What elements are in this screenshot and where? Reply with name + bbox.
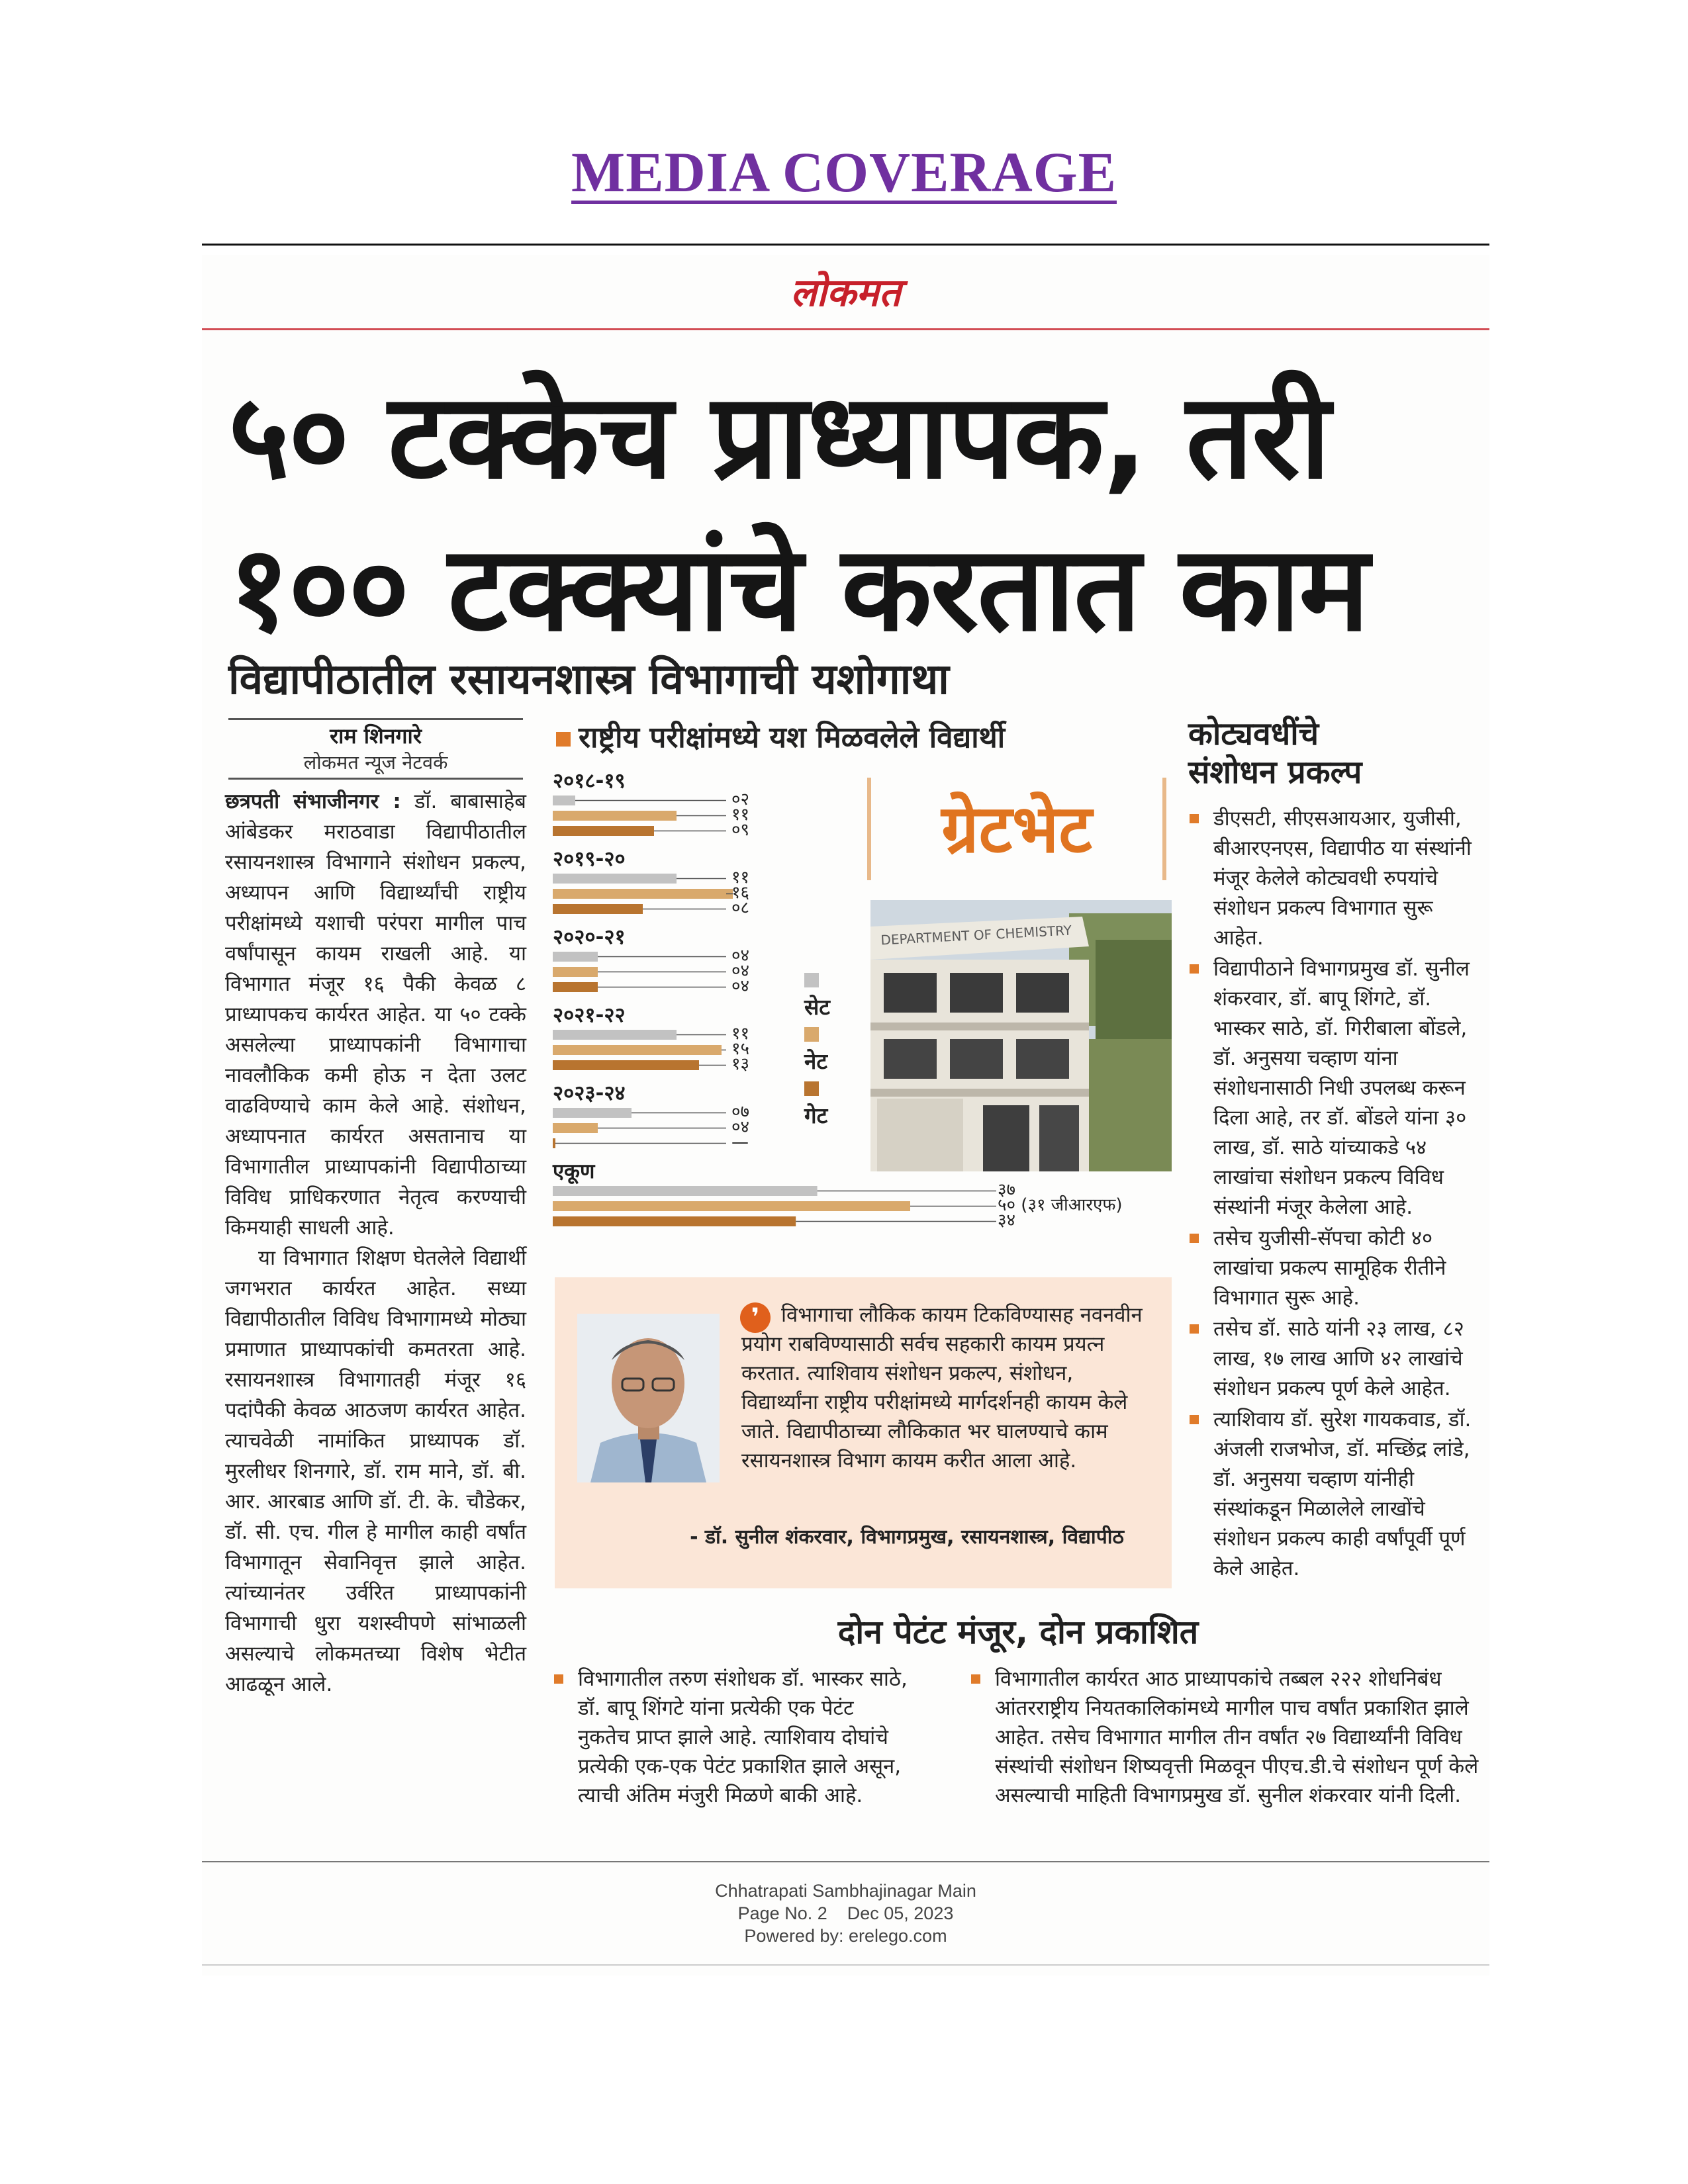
chart-bar [553,1123,598,1133]
right-column-heading [1188,715,1362,792]
chart-bar [553,889,733,899]
chart-data-label: १५ [731,1039,750,1059]
chart-bar [553,1201,910,1211]
left-paragraph-1 [225,786,526,1243]
building-illustration [870,900,1172,1171]
chart-data-label: ०२ [731,790,750,809]
chart-bar [553,1060,699,1070]
legend-item-net [804,1027,877,1081]
bottom-left-text [553,1664,910,1811]
list-item: विभागातील तरुण संशोधक डॉ. भास्कर साठे, डॉ. बापू शिंगटे यांना प्रत्येकी एक पेटंट नुकतेच प्राप्त झाले आहे. त्याशिवाय दोघांचे प्रत्येकी एक-एक पेटंट प्रकाशित झाले असून, त्याची अंतिम मंजुरी मिळणे बाकी आहे. [553,1664,910,1810]
chart-bar [553,1030,677,1040]
bottom-heading: दोन पेटंट मंजूर, दोन प्रकाशित [837,1613,1199,1651]
chart-category-label: २०२३-२४ [553,1081,626,1105]
chart-bar [553,967,598,977]
chart-title: राष्ट्रीय परीक्षांमध्ये यश मिळवलेले विद्यार्थी [579,721,1006,754]
chart-data-label: ०७ [731,1102,750,1122]
legend-swatch-gate [804,1081,819,1096]
list-item: त्याशिवाय डॉ. सुरेश गायकवाड, डॉ. अंजली राजभोज, डॉ. मच्छिंद्र लांडे, डॉ. अनुसया चव्हाण यांनीही संस्थांकडून मिळालेले लाखोंचे संशोधन प्रकल्प काही वर्षांपूर्वी पूर्ण केले आहेत. [1188,1405,1486,1584]
list-item: डीएसटी, सीएसआयआर, युजीसी, बीआरएनएस, विद्यापीठ या संस्थांनी मंजूर केलेले कोट्यवधी रुपयांचे संशोधन प्रकल्प विभागात सुरू आहेत. [1188,804,1486,953]
legend-swatch-net [804,1027,819,1042]
footer-edition: Chhatrapati Sambhajinagar Main [715,1881,976,1901]
newspaper-masthead: लोकमत [790,270,901,315]
right-heading-line-1: कोट्यवधींचे [1188,715,1319,752]
chart-category-label: २०१८-१९ [553,769,626,793]
legend-item-set [804,973,877,1027]
quote-text: विभागाचा लौकिक कायम टिकविण्यासह नवनवीन प्रयोग राबविण्यासाठी सर्वच सहकारी कायम प्रयत्न करतात. त्याशिवाय संशोधन प्रकल्प, संशोधन, विद्यार्थ्यांना राष्ट्रीय परीक्षांमध्ये मार्गदर्शनही कायम केले जाते. विद्यापीठाच्या लौकिकात भर घालण्याचे काम रसायनशास्त्र विभाग कायम करीत आला आहे. [741,1303,1143,1473]
chart-bar [553,1138,555,1148]
byline-org: लोकमत न्यूज नेटवर्क [228,749,523,780]
chart-data-label: ११ [731,868,750,887]
legend-item-gate [804,1081,877,1136]
chart-bar [553,1216,796,1226]
list-item: विद्यापीठाने विभागप्रमुख डॉ. सुनील शंकरवार, डॉ. बापू शिंगटे, डॉ. भास्कर साठे, डॉ. गिरीबाला बोंडले, डॉ. अनुसया चव्हाण यांना संशोधनासाठी निधी उपलब्ध करून दिला आहे, तर डॉ. बोंडले यांना ३० लाख, डॉ. साठे यांच्याकडे ५४ लाखांचा संशोधन प्रकल्प विविध संस्थांनी मंजूर केलेला आहे. [1188,954,1486,1222]
chart-bar [553,826,654,836]
chart-data-label: ०४ [731,976,750,996]
footer-divider-bottom [202,1964,1489,1966]
chart-data-label: ०८ [731,898,750,918]
chart-data-label: — [731,1132,749,1152]
chart-data-label: ३४ [998,1210,1016,1230]
chart-category-label: एकूण [553,1160,595,1183]
chart-bar [553,904,643,914]
chart-heading [556,716,1005,756]
legend-label-net: नेट [804,1048,827,1074]
left-column-text [225,786,526,1700]
document-title: MEDIA COVERAGE [571,140,1117,204]
department-building-photo [870,900,1172,1171]
chart-data-label: ०४ [731,946,750,966]
chart-legend [804,973,877,1136]
chart-data-label: १३ [731,1054,750,1074]
list-item: विभागातील कार्यरत आठ प्राध्यापकांचे तब्बल २२२ शोधनिबंध आंतरराष्ट्रीय नियतकालिकांमध्ये मागील पाच वर्षांत प्रकाशित झाले आहेत. तसेच विभागात मागील तीन वर्षांत २७ विद्यार्थ्यांनी विविध संस्थांची संशोधन शिष्यवृत्ती मिळवून पीएच.डी.चे संशोधन पूर्ण केले असल्याची माहिती विभागप्रमुख डॉ. सुनील शंकरवार यांनी दिली. [970,1664,1486,1810]
chart-category-label: २०२१-२२ [553,1003,626,1027]
headline-line-2: १०० टक्क्यांचे करतात काम [228,520,1368,657]
chart-data-label: ०४ [731,1117,750,1137]
legend-label-gate: गेट [804,1103,828,1128]
quote-author: - डॉ. सुनील शंकरवार, विभागप्रमुख, रसायनशास्त्र, विद्यापीठ [690,1525,1124,1549]
chart-bar [553,952,598,962]
right-column-list [1188,804,1486,1585]
list-item: तसेच डॉ. साठे यांनी २३ लाख, ८२ लाख, १७ लाख आणि ४२ लाखांचे संशोधन प्रकल्प पूर्ण केले आहेत. [1188,1314,1486,1404]
chart-data-label: ५० (३१ जीआरएफ) [998,1195,1123,1215]
chart-data-label: १६ [731,883,750,903]
headline-line-1: ५० टक्केच प्राध्यापक, तरी [228,368,1329,505]
chart-data-label: ११ [731,805,750,825]
portrait-illustration [577,1314,720,1482]
top-divider [202,244,1489,246]
left-paragraph-1-text: डॉ. बाबासाहेब आंबेडकर मराठवाडा विद्यापीठातील रसायनशास्त्र विभागाने संशोधन प्रकल्प, अध्यापन आणि विद्यार्थ्यांची राष्ट्रीय परीक्षांमध्ये यशाची परंपरा मागील पाच वर्षांपासून कायम राखली आहे. या विभागात मंजूर १६ पैकी केवळ ८ प्राध्यापकच कार्यरत आहेत. या ५० टक्के असलेल्या प्राध्यापकांनी विभागाचा नावलौकिक कमी होऊ न देता उलट वाढविण्याचे काम केले आहे. संशोधन, अध्यापनात कार्यरत असतानाच या विभागातील प्राध्यापकांनी विद्यापीठाच्या विविध प्राधिकरणात नेतृत्व करण्याची किमयाही साधली आहे. [225,790,527,1240]
footer-page-date: Page No. 2 Dec 05, 2023 [737,1903,954,1923]
right-heading-line-2: संशोधन प्रकल्प [1188,754,1362,791]
left-paragraph-2: या विभागात शिक्षण घेतलेले विद्यार्थी जगभरात कार्यरत आहेत. सध्या विद्यापीठातील विविध विभागामध्ये मोठ्या प्रमाणात प्राध्यापकांची कमतरता आहे. रसायनशास्त्र विभागातही मंजूर १६ पदांपैकी केवळ आठजण कार्यरत आहेत. त्याचवेळी नामांकित प्राध्यापक डॉ. मुरलीधर शिनगारे, डॉ. राम माने, डॉ. बी. आर. आरबाड आणि डॉ. टी. के. चौडेकर, डॉ. सी. एच. गील हे मागील काही वर्षांत विभागातून सेवानिवृत्त झाले आहेत. त्यांच्यानंतर उर्वरित प्राध्यापकांनी विभागाची धुरा यशस्वीपणे सांभाळली असल्याचे लोकमतच्या विशेष भेटीत आढळून आले. [225,1246,526,1696]
chart-bar [553,1186,818,1196]
chart-bar [553,1045,722,1055]
legend-swatch-set [804,973,819,987]
chart-bar [553,1108,632,1118]
chart-data-label: ११ [731,1024,750,1044]
dateline: छत्रपती संभाजीनगर : [225,790,401,813]
chart-bar [553,796,575,805]
quote-mark-icon: ❜ [740,1302,771,1333]
subheadline: विद्यापीठातील रसायनशास्त्र विभागाची यशोगाथा [228,655,949,704]
list-item: तसेच युजीसी-सॅपचा कोटी ४० लाखांचा प्रकल्प सामूहिक रीतीने विभागात सुरू आहे. [1188,1224,1486,1313]
footer-powered-by: Powered by: erelego.com [744,1926,947,1946]
building-sign-text: DEPARTMENT OF CHEMISTRY [880,922,1072,948]
author-portrait [577,1314,720,1482]
chart-bar [553,874,677,884]
clipping-footer [202,1880,1489,1947]
grate-bhet-tag: ग्रेटभेट [867,778,1166,880]
chart-data-label: ३७ [998,1180,1016,1200]
chart-bar [553,811,677,821]
bottom-right-text [970,1664,1486,1811]
legend-label-set: सेट [804,994,830,1020]
chart-data-label: ०४ [731,961,750,981]
orange-square-icon [556,732,571,747]
chart-data-label: ०९ [731,820,750,840]
masthead-divider [202,328,1489,330]
byline-author: राम शिनगारे [228,718,523,750]
chart-category-label: २०२०-२१ [553,925,626,949]
chart-bar [553,982,598,992]
chart-category-label: २०१९-२० [553,847,626,871]
footer-divider-top [202,1861,1489,1862]
